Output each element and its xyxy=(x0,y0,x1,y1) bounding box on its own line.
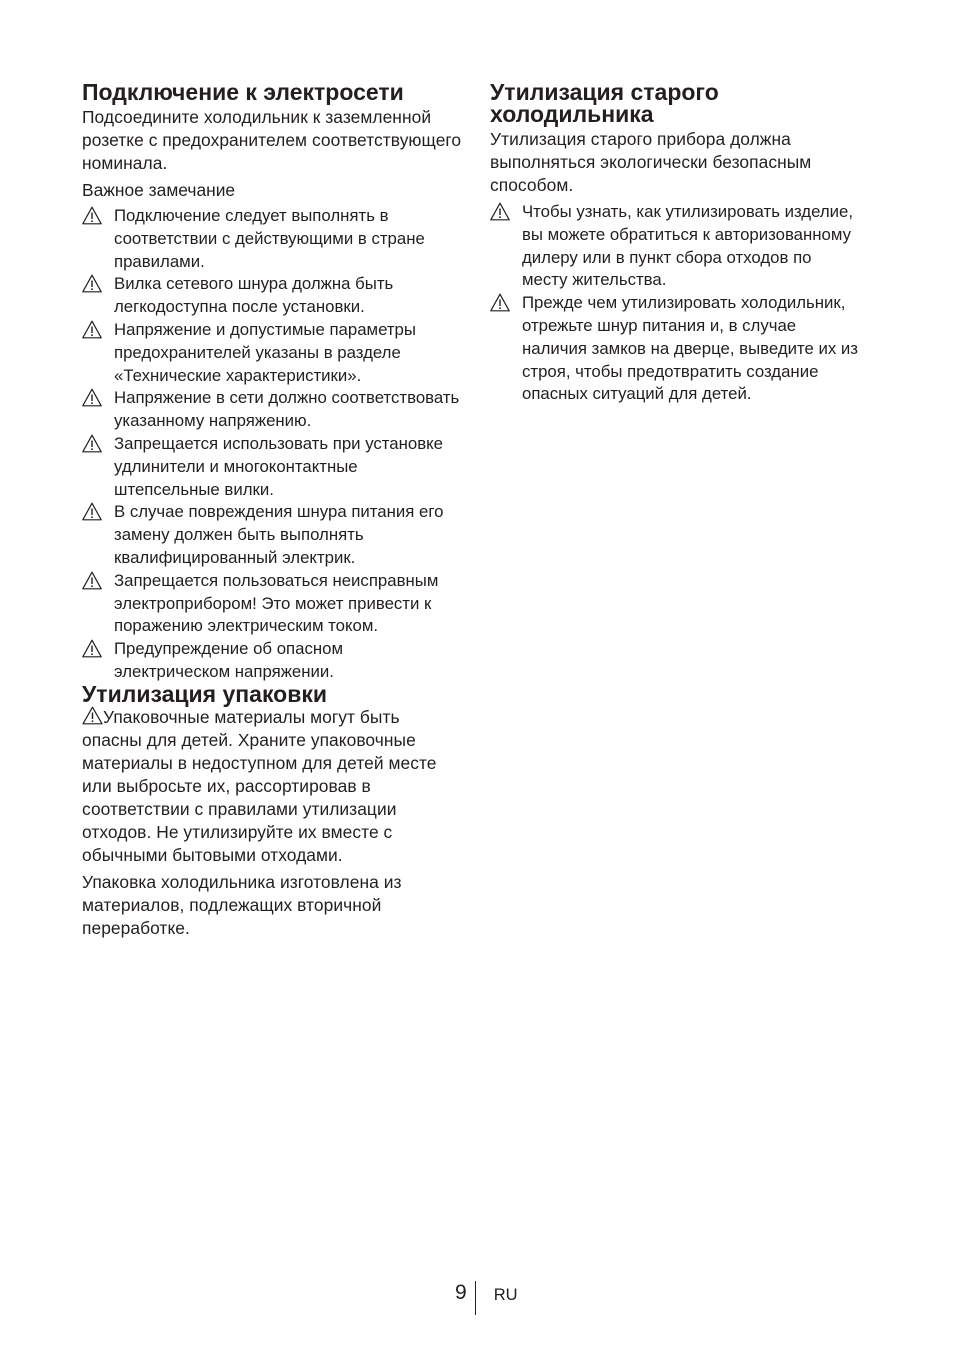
section-title-disposal-line-2: холодильника xyxy=(490,101,654,127)
connection-warning-text: В случае повреждения шнура питания его замену должен быть выполнять квалифицированный электрик. xyxy=(114,502,444,567)
disposal-warning-list xyxy=(490,201,860,406)
disposal-warning-item xyxy=(490,292,860,406)
warning-triangle-icon xyxy=(490,202,510,221)
language-code: RU xyxy=(493,1286,518,1304)
disposal-warning-text: Чтобы узнать, как утилизировать изделие, вы можете обратиться к авторизованному дилеру или в пункт сбора отходов по месту жительства. xyxy=(522,202,854,290)
section-title-disposal xyxy=(490,81,860,125)
packaging-paragraph-1-text: Упаковочные материалы могут быть опасны для детей. Храните упаковочные материалы в недоступном для детей месте или выбросьте их, рассортировав в соответствии с правилами утилизации отходов. Не утилизируйте их вместе с обычными бытовыми отходами. xyxy=(82,706,437,865)
page-number: 9 xyxy=(455,1281,467,1304)
connection-warning-text: Подключение следует выполнять в соответствии с действующими в стране правилами. xyxy=(114,206,425,271)
connection-warning-item xyxy=(82,570,462,638)
warning-triangle-icon xyxy=(82,388,102,407)
disposal-warning-text: Прежде чем утилизировать холодильник, отрежьте шнур питания и, в случае наличия замков на дверце, выведите их из строя, чтобы предотвратить создание опасных ситуаций для детей. xyxy=(522,293,858,404)
right-column xyxy=(490,77,860,406)
disposal-intro: Утилизация старого прибора должна выполняться экологически безопасным способом. xyxy=(490,129,812,195)
connection-warning-item xyxy=(82,319,462,387)
section-title-connection: Подключение к электросети xyxy=(82,79,404,105)
connection-warning-item xyxy=(82,205,462,273)
connection-warning-item xyxy=(82,433,462,501)
warning-triangle-icon xyxy=(82,571,102,590)
important-note-label: Важное замечание xyxy=(82,180,236,200)
page-footer xyxy=(455,1281,518,1315)
connection-warning-item xyxy=(82,273,462,319)
warning-triangle-icon xyxy=(82,206,102,225)
warning-triangle-icon xyxy=(82,502,102,521)
left-column xyxy=(82,77,462,944)
connection-warning-item xyxy=(82,638,462,684)
connection-warning-text: Вилка сетевого шнура должна быть легкодоступна после установки. xyxy=(114,274,394,317)
connection-warning-text: Предупреждение об опасном электрическом напряжении. xyxy=(114,639,343,681)
connection-warning-text: Напряжение в сети должно соответствовать указанному напряжению. xyxy=(114,388,460,431)
section-title-packaging: Утилизация упаковки xyxy=(82,680,327,707)
section-old-fridge-disposal xyxy=(490,81,860,406)
warning-triangle-icon xyxy=(82,320,102,339)
connection-warning-item xyxy=(82,387,462,433)
connection-warning-list xyxy=(82,205,462,684)
warning-triangle-icon xyxy=(490,293,510,312)
warning-triangle-icon xyxy=(82,434,102,453)
connection-warning-text: Запрещается использовать при установке удлинители и многоконтактные штепсельные вилки. xyxy=(114,433,444,499)
section-packaging-disposal xyxy=(82,680,462,940)
warning-triangle-icon xyxy=(82,706,103,725)
disposal-warning-item xyxy=(490,201,860,292)
packaging-paragraph-2: Упаковка холодильника изготовлена из материалов, подлежащих вторичной переработке. xyxy=(82,871,402,938)
connection-intro: Подсоедините холодильник к заземленной розетке с предохранителем соответствующего номинала. xyxy=(82,107,462,173)
warning-triangle-icon xyxy=(82,274,102,293)
warning-triangle-icon xyxy=(82,639,102,658)
connection-warning-text: Запрещается пользоваться неисправным электроприбором! Это может привести к поражению электрическим током. xyxy=(114,570,439,636)
packaging-paragraph-1 xyxy=(82,706,462,867)
footer-divider xyxy=(475,1281,476,1315)
section-electrical-connection xyxy=(82,81,462,684)
section-title-disposal-line-1: Утилизация старого xyxy=(490,79,719,105)
connection-warning-item xyxy=(82,501,462,569)
connection-warning-text: Напряжение и допустимые параметры предохранителей указаны в разделе «Технические характеристики». xyxy=(114,319,416,385)
